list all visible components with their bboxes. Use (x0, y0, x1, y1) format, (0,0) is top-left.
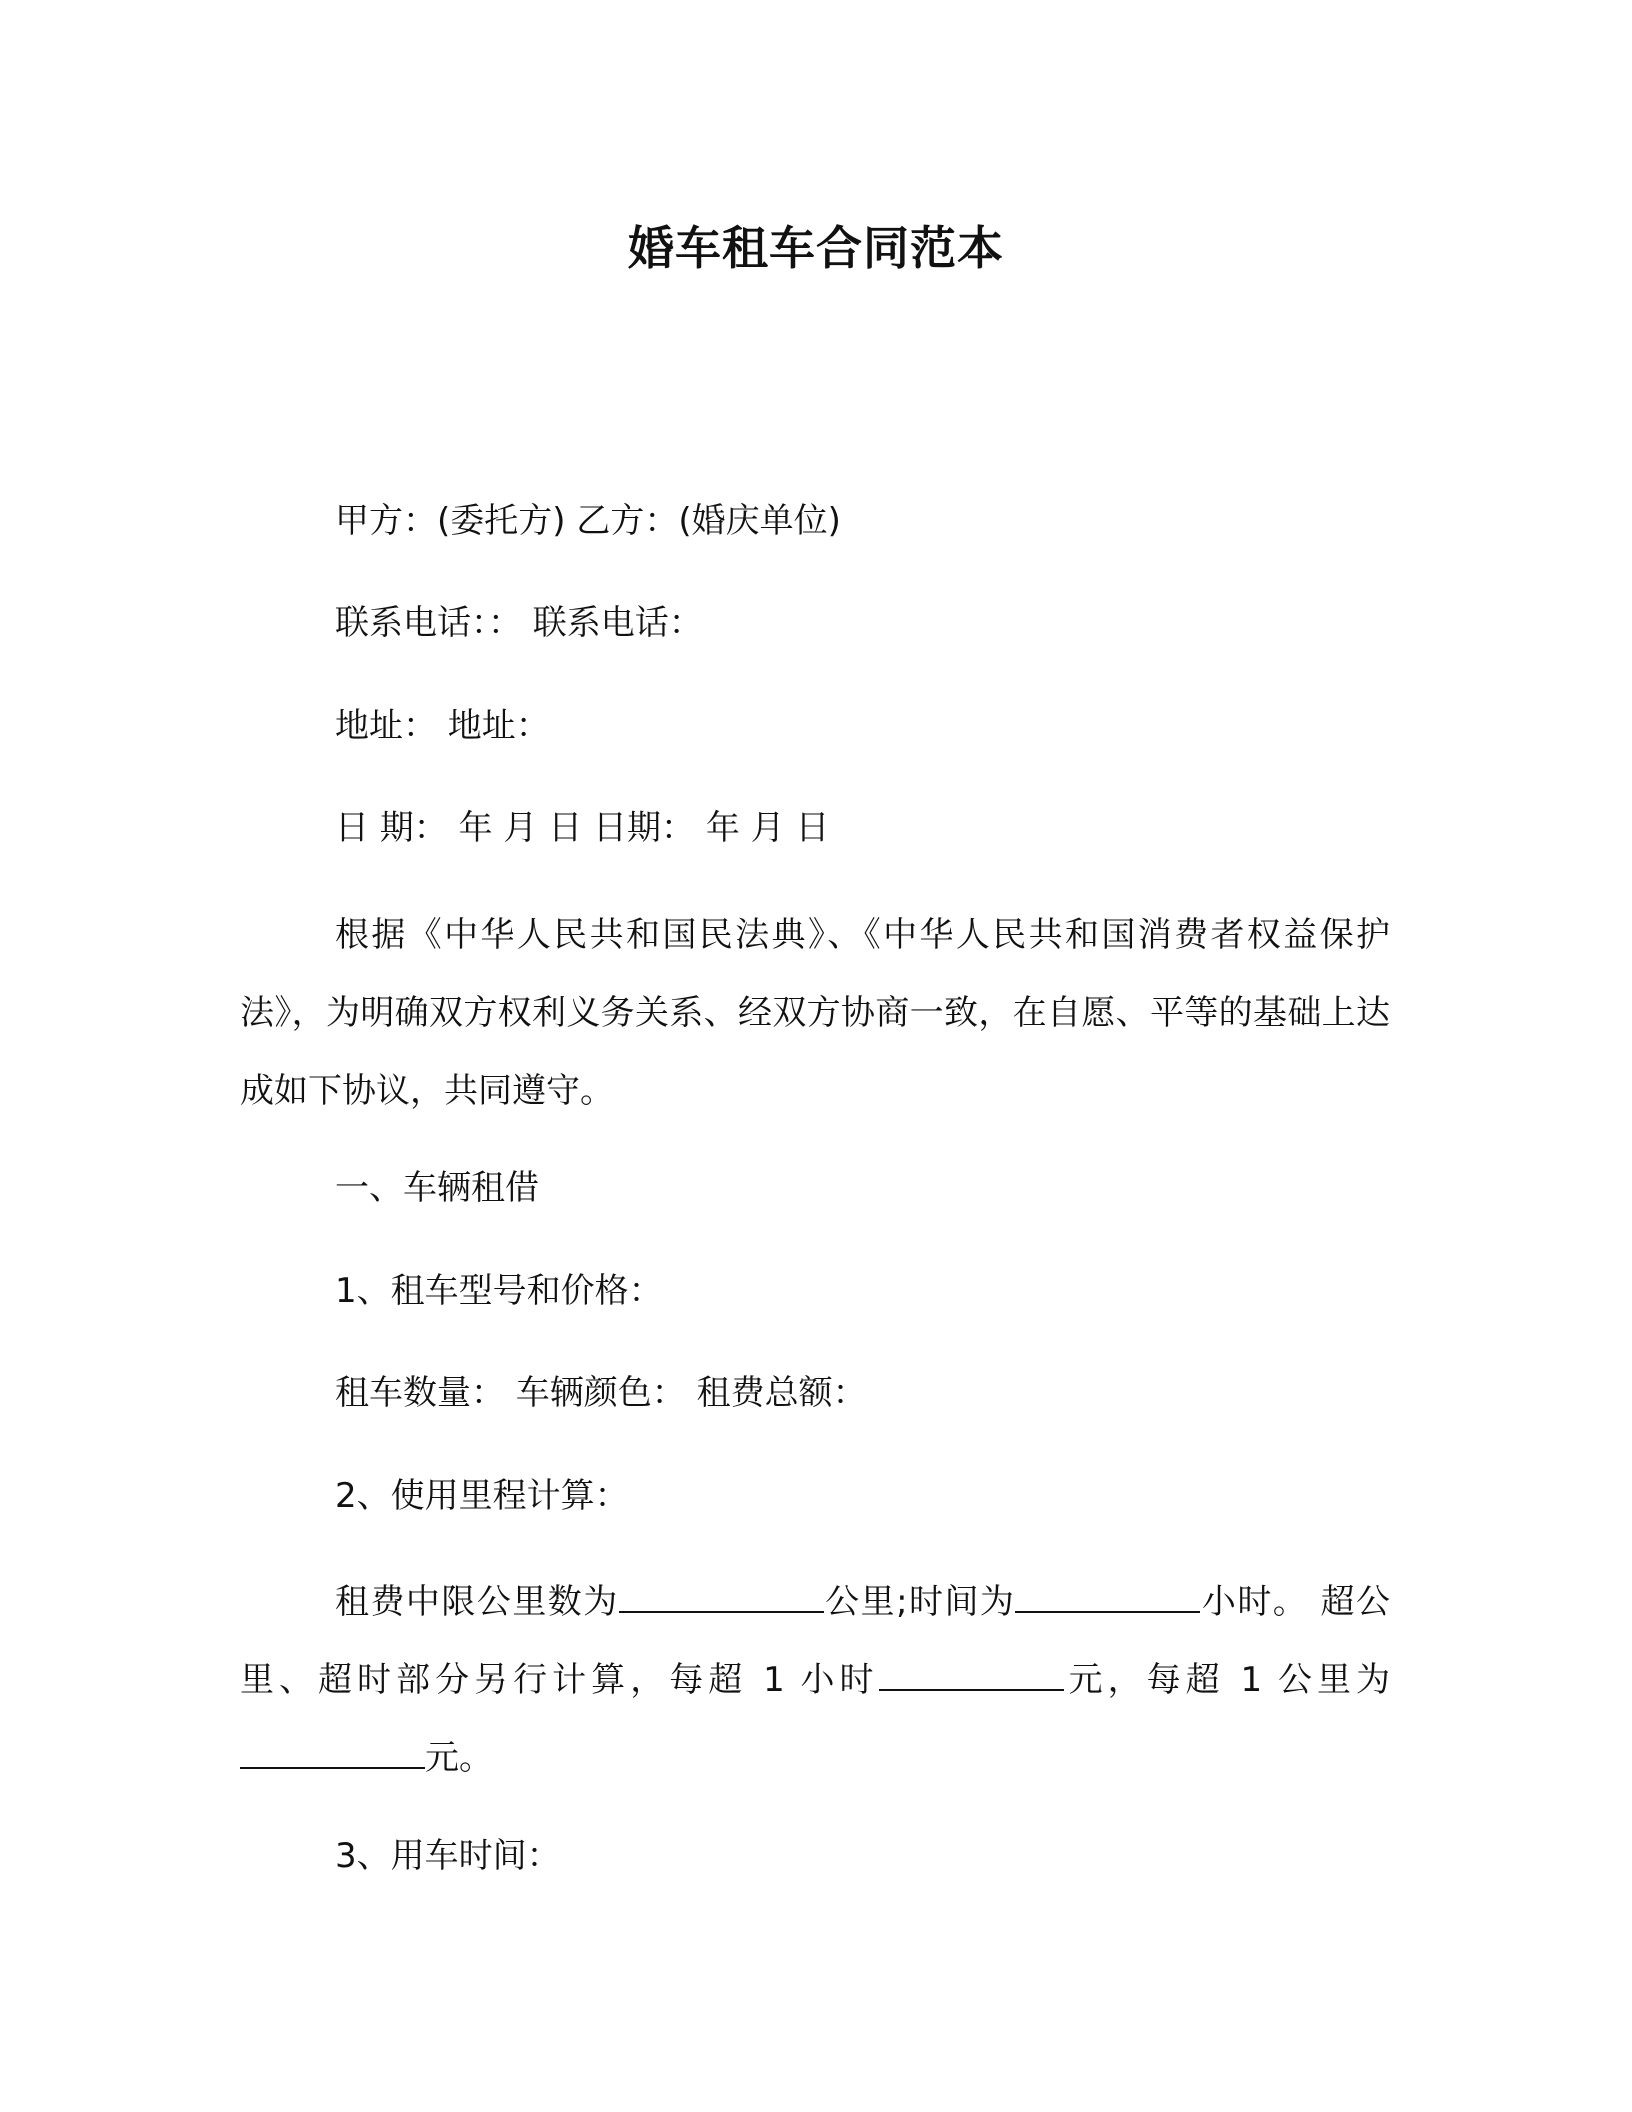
mileage-limit-blank[interactable] (619, 1577, 824, 1613)
section-heading-vehicle-rental: 一、车辆租借 (335, 1168, 539, 1208)
intro-paragraph: 根据《中华人民共和国民法典》、《中华人民共和国消费者权益保护法》，为明确双方权利义务关系、经双方协商一致，在自愿、平等的基础上达成如下协议，共同遵守。 (240, 915, 1390, 1111)
item-heading-model-price: 1、租车型号和价格： (335, 1271, 663, 1311)
party-line: 甲方：(委托方) 乙方：(婚庆单位) (335, 501, 841, 541)
overmileage-fee-blank[interactable] (240, 1733, 425, 1769)
rental-detail-line: 租车数量： 车辆颜色： 租费总额： (335, 1373, 867, 1413)
item-heading-usage-time: 3、用车时间： (335, 1836, 561, 1876)
mileage-text-3: 小时。 超公里、超时部分另行计算，每超 1 小时 (240, 1582, 1390, 1700)
address-line: 地址： 地址： (335, 706, 550, 746)
time-limit-blank[interactable] (1015, 1577, 1200, 1613)
mileage-text-2: 公里;时间为 (823, 1582, 1016, 1622)
mileage-text-1: 租费中限公里数为 (335, 1582, 619, 1622)
mileage-paragraph (240, 1563, 1390, 1797)
mileage-text-4: 元，每超 1 公里为 (1063, 1660, 1390, 1700)
date-line: 日 期： 年 月 日 日期： 年 月 日 (335, 808, 830, 848)
overtime-fee-blank[interactable] (879, 1655, 1064, 1691)
item-heading-mileage: 2、使用里程计算： (335, 1476, 629, 1516)
phone-line: 联系电话：： 联系电话： (335, 603, 703, 643)
document-title: 婚车租车合同范本 (628, 221, 1004, 275)
mileage-text-5: 元。 (425, 1738, 493, 1778)
